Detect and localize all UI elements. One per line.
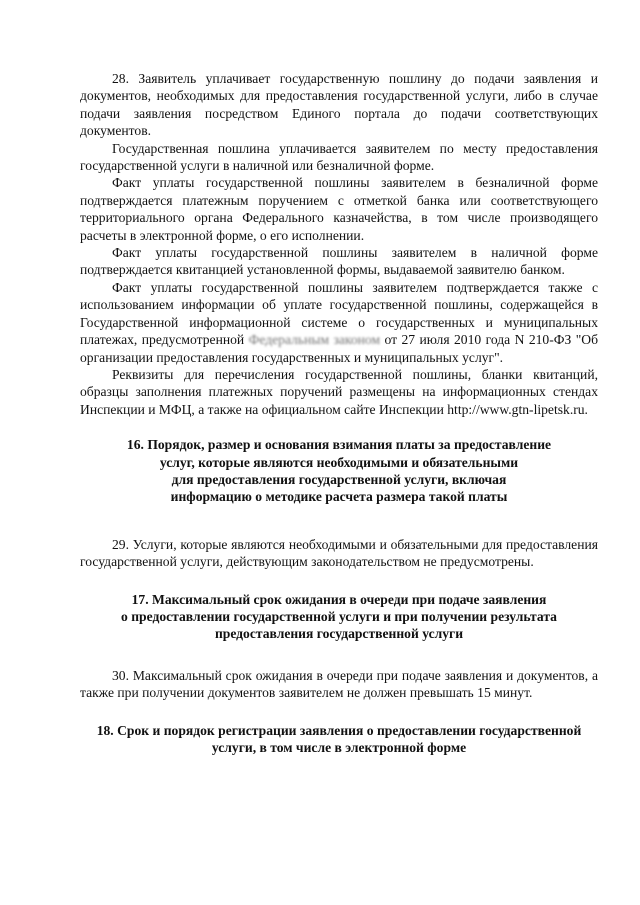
section-17-heading-line: 17. Максимальный срок ожидания в очереди при подаче заявления bbox=[131, 591, 547, 607]
document-page bbox=[80, 70, 598, 756]
paragraph-requisites: Реквизиты для перечисления государственной пошлины, бланки квитанций, образцы заполнения платежных поручений размещены на информационных стендах Инспекции и МФЦ, а также на официальном сайте Инспекции http://www.gtn-lipetsk.ru. bbox=[80, 366, 598, 417]
section-17-heading-line: предоставления государственной услуги bbox=[214, 626, 464, 642]
section-18-heading-line: услуги, в том числе в электронной форме bbox=[211, 740, 467, 755]
gis-text-after: от 27 июля 2010 года N 210-ФЗ "Об организации предоставления государственных и муниципальных услуг". bbox=[80, 332, 598, 365]
section-16-heading-line: 16. Порядок, размер и основания взимания платы за предоставление bbox=[126, 437, 552, 453]
paragraph-fee-place: Государственная пошлина уплачивается заявителем по месту предоставления государственной услуги в наличной или безналичной форме. bbox=[80, 140, 598, 174]
section-16-heading-line: услуг, которые являются необходимыми и обязательными bbox=[159, 454, 519, 470]
paragraph-cash-payment: Факт уплаты государственной пошлины заявителем в наличной форме подтверждается квитанцией установленной формы, выдаваемой заявителю банком. bbox=[80, 245, 598, 278]
paragraph-cashless-payment: Факт уплаты государственной пошлины заявителем в безналичной форме подтверждается платежным поручением с отметкой банка или соответствующего территориального органа Федерального казначейства, в том числе производящего расчеты в электронной форме, о его исполнении. bbox=[80, 175, 598, 243]
paragraph-30: 30. Максимальный срок ожидания в очереди при подаче заявления и документов, а также при получении документов заявителем не должен превышать 15 минут. bbox=[80, 667, 598, 701]
section-16-heading-line: для предоставления государственной услуги, включая bbox=[171, 471, 507, 487]
federal-law-link: Федеральным законом bbox=[248, 332, 381, 348]
section-17-heading-line: о предоставлении государственной услуги и при получении результата bbox=[121, 608, 557, 624]
paragraph-gis-payment bbox=[80, 279, 598, 366]
paragraph-29: 29. Услуги, которые являются необходимыми и обязательными для предоставления государственной услуги, действующим законодательством не предусмотрены. bbox=[80, 536, 598, 570]
gis-text-before: Факт уплаты государственной пошлины заявителем подтверждается также с использованием информации об уплате государственной пошлины, содержащейся в Государственной информационной системе о государственных и муниципальных платежах, предусмотренной bbox=[80, 279, 598, 348]
section-16-heading-line: информацию о методике расчета размера такой платы bbox=[170, 489, 508, 505]
paragraph-28: 28. Заявитель уплачивает государственную пошлину до подачи заявления и документов, необходимых для предоставления государственной услуги, либо в случае подачи заявления посредством Единого портала до подачи соответствующих документов. bbox=[80, 71, 598, 139]
section-18-heading-line: 18. Срок и порядок регистрации заявления о предоставлении государственной bbox=[96, 722, 582, 738]
section-17-heading bbox=[80, 591, 598, 643]
section-18-heading bbox=[80, 722, 598, 757]
section-16-heading bbox=[80, 436, 598, 506]
